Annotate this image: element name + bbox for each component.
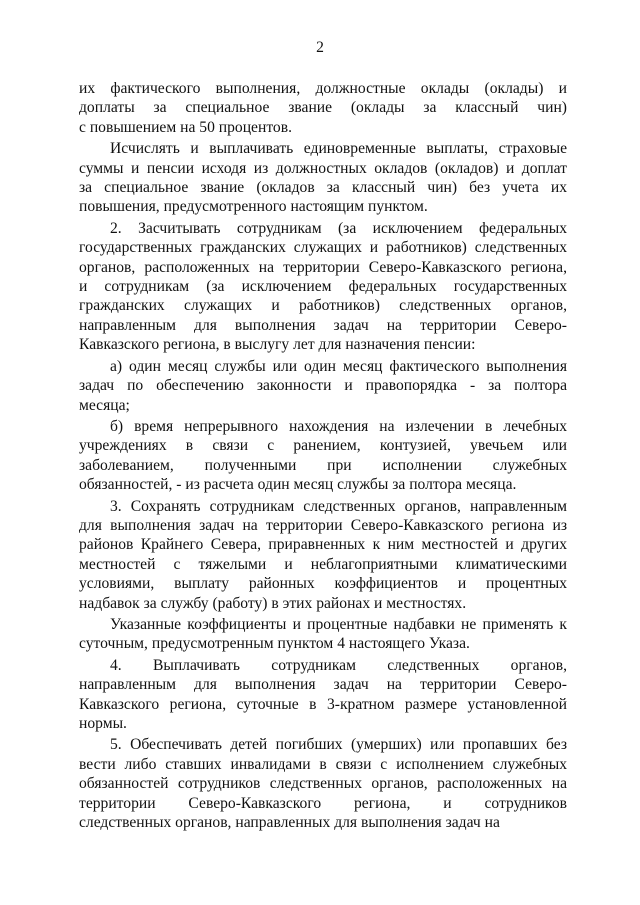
paragraph [79, 735, 567, 832]
text-line: 2. Засчитывать сотрудникам (за исключением федеральных [110, 219, 567, 237]
text-line: суточным, предусмотренным пунктом 4 настоящего Указа. [79, 635, 470, 653]
text-line: для выполнения задач на территории Северо-Кавказского региона из [79, 516, 567, 534]
text-line: Исчислять и выплачивать единовременные выплаты, страховые [110, 140, 567, 158]
text-line: доплаты за специальное звание (оклады за классный чин) [79, 99, 567, 117]
text-line: территории Северо-Кавказского региона, и сотрудников [79, 794, 567, 812]
text-line: государственных гражданских служащих и работников) следственных [79, 239, 567, 257]
text-line: а) один месяц службы или один месяц фактического выполнения [110, 357, 567, 375]
paragraph [79, 497, 567, 613]
text-line: местностей с тяжелыми и неблагоприятными климатическими [79, 555, 567, 573]
text-line: вести либо ставших инвалидами в связи с исполнением служебных [79, 755, 567, 773]
text-line: 3. Сохранять сотрудникам следственных органов, направленным [110, 497, 567, 515]
paragraph [79, 357, 567, 415]
text-line: б) время непрерывного нахождения на излечении в лечебных [110, 417, 567, 435]
paragraph [79, 656, 567, 734]
text-line: следственных органов, направленных для выполнения задач на [79, 814, 500, 832]
text-line: направленным для выполнения задач на территории Северо- [79, 676, 567, 694]
text-line: и сотрудникам (за исключением федеральных государственных [79, 278, 567, 296]
paragraph [79, 139, 567, 217]
text-line: условиями, выплату районных коэффициентов и процентных [79, 575, 567, 593]
text-line: Указанные коэффициенты и процентные надбавки не применять к [110, 615, 567, 633]
text-line: за специальное звание (окладов за классный чин) без учета их [79, 179, 567, 197]
text-line: задач по обеспечению законности и правопорядка - за полтора [79, 377, 567, 395]
text-line: районов Крайнего Севера, приравненных к ним местностей и других [79, 536, 567, 554]
paragraph [79, 79, 567, 137]
text-line: суммы и пенсии исходя из должностных окладов (окладов) и доплат [79, 159, 567, 177]
text-line: 4. Выплачивать сотрудникам следственных органов, [110, 656, 567, 674]
text-line: нормы. [79, 715, 127, 732]
text-line: обязанностей сотрудников следственных органов, расположенных на [79, 775, 567, 793]
page-number: 2 [316, 39, 324, 56]
text-line: с повышением на 50 процентов. [79, 118, 292, 136]
text-line: обязанностей, - из расчета один месяц службы за полтора месяца. [79, 476, 517, 494]
text-line: учреждениях в связи с ранением, контузией, увечьем или [79, 437, 567, 455]
paragraph [79, 417, 567, 495]
text-line: направленным для выполнения задач на территории Северо- [79, 316, 567, 334]
text-line: их фактического выполнения, должностные оклады (оклады) и [79, 80, 567, 97]
text-line: месяца; [79, 396, 130, 414]
text-line: повышения, предусмотренного настоящим пунктом. [79, 198, 428, 216]
document-body [79, 79, 567, 834]
text-line: заболеванием, полученными при исполнении служебных [79, 456, 567, 474]
text-line: 5. Обеспечивать детей погибших (умерших) или пропавших без [110, 736, 567, 754]
text-line: надбавок за службу (работу) в этих районах и местностях. [79, 594, 467, 612]
paragraph [79, 219, 567, 355]
text-line: органов, расположенных на территории Северо-Кавказского региона, [79, 258, 567, 276]
paragraph [79, 615, 567, 654]
text-line: Кавказского региона, суточные в 3-кратном размере установленной [79, 695, 567, 713]
text-line: Кавказского региона, в выслугу лет для назначения пенсии: [79, 336, 476, 354]
text-line: гражданских служащих и работников) следственных органов, [79, 297, 567, 315]
